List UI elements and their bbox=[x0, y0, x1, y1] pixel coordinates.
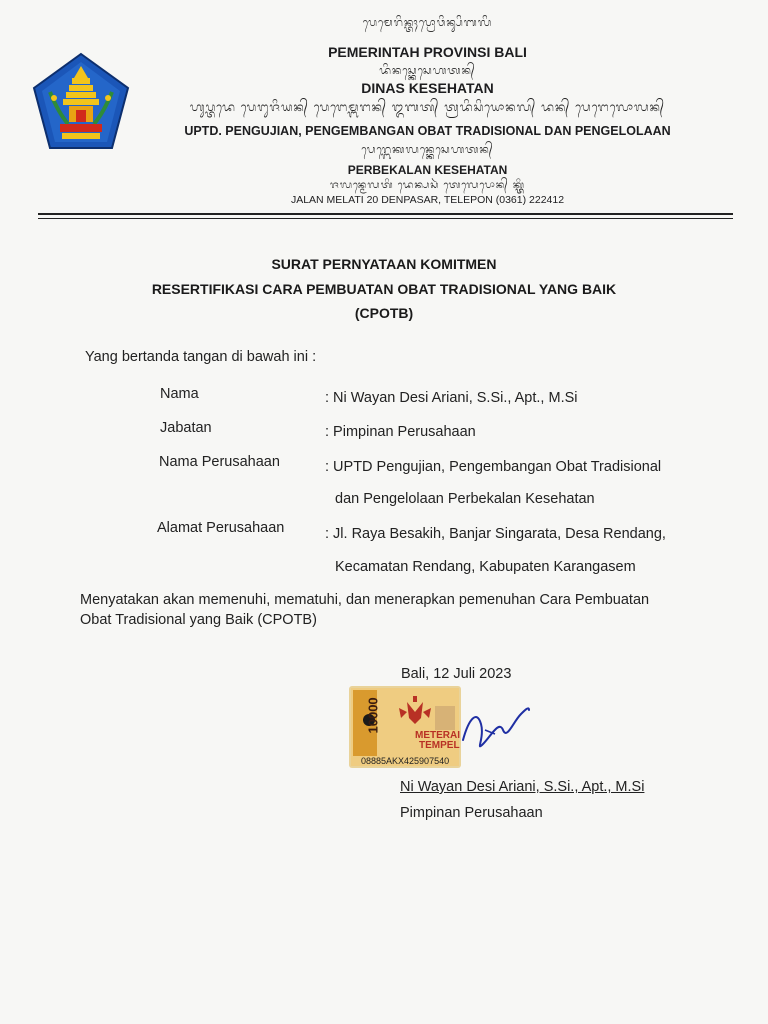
unit-name-2: PERBEKALAN KESEHATAN bbox=[347, 163, 508, 177]
field-value-nama: : Ni Wayan Desi Ariani, S.Si., Apt., M.Si bbox=[325, 390, 578, 406]
intro-text: Yang bertanda tangan di bawah ini : bbox=[85, 349, 317, 365]
meterai-value: 10000 bbox=[365, 697, 381, 734]
document-subtitle: RESERTIFIKASI CARA PEMBUATAN OBAT TRADISIONAL YANG BAIK bbox=[151, 281, 617, 297]
balinese-script-line: ᬧᬾᬫᬾᬭᬶᬦ᭄ᬢᬄᬧ᭄ᬭᭀᬯᬶᬦ᭄ᬲᬶᬩᬮᬶ bbox=[362, 16, 493, 29]
field-value-nama-perusahaan-cont: dan Pengelolaan Perbekalan Kesehatan bbox=[335, 491, 595, 507]
balinese-script-line: ᬤᬶᬦᬲ᭄ᬓᬾᬲᬾᬳᬢᬦ᭄ bbox=[379, 64, 476, 77]
department-name: DINAS KESEHATAN bbox=[361, 80, 494, 96]
balinese-script-line: ᬚᬮᬦ᭄ᬫᬾᬮᬢᬶ ᬤᬾᬦ᭄ᬧᬲᬃ ᬢᬾᬮᬾᬧᭀᬦ᭄ ᬓ᭄ᬢ᭄ᬢᬶ bbox=[329, 180, 526, 191]
balinese-script-line: ᬳᬸᬧ᭄ᬢᬤᬾ ᬧᬾᬗᬸᬚᬶᬬᬦ᭄ ᬧᬾᬗᬾᬫ᭄ᬩᬗᬦ᭄ ᬑᬩᬢ᭄ ᬢ᭄ᬭᬤᬶᬲᬶᬬᭀᬦᬮ᭄ ᬤᬦ᭄ ᬧᬾᬗᬾᬮᭀᬮᬦ᭄ bbox=[189, 100, 666, 114]
bali-province-logo bbox=[32, 52, 130, 180]
field-value-jabatan: : Pimpinan Perusahaan bbox=[325, 424, 476, 440]
field-label-nama-perusahaan: Nama Perusahaan bbox=[159, 454, 280, 470]
letterhead-rule-thick bbox=[38, 213, 733, 215]
meterai-stamp bbox=[349, 686, 461, 768]
field-value-alamat-cont: Kecamatan Rendang, Kabupaten Karangasem bbox=[335, 559, 636, 575]
unit-name: UPTD. PENGUJIAN, PENGEMBANGAN OBAT TRADISIONAL DAN PENGELOLAAN bbox=[184, 124, 671, 138]
meterai-label-2: TEMPEL bbox=[419, 740, 460, 751]
statement-line-2: Obat Tradisional yang Baik (CPOTB) bbox=[80, 612, 317, 628]
statement-line-1: Menyatakan akan memenuhi, mematuhi, dan menerapkan pemenuhan Cara Pembuatan bbox=[80, 592, 650, 608]
meterai-serial: 08885AKX425907540 bbox=[361, 756, 450, 766]
signer-name: Ni Wayan Desi Ariani, S.Si., Apt., M.Si bbox=[400, 779, 645, 795]
meterai-label: METERAI bbox=[415, 730, 460, 741]
province-name: PEMERINTAH PROVINSI BALI bbox=[328, 44, 527, 60]
document-subtitle-abbr: (CPOTB) bbox=[354, 305, 414, 321]
signature-scribble bbox=[455, 700, 535, 760]
field-value-alamat: : Jl. Raya Besakih, Banjar Singarata, Desa Rendang, bbox=[325, 526, 666, 542]
field-label-alamat: Alamat Perusahaan bbox=[157, 520, 285, 536]
letterhead-address: JALAN MELATI 20 DENPASAR, TELEPON (0361) 222412 bbox=[290, 194, 565, 206]
balinese-script-line: ᬧᬾᬭ᭄ᬩᬾᬓᬮᬦ᭄ᬓᬾᬲᬾᬳᬢᬦ᭄ bbox=[361, 143, 494, 156]
field-label-nama: Nama bbox=[160, 386, 199, 402]
field-value-nama-perusahaan: : UPTD Pengujian, Pengembangan Obat Tradisional bbox=[325, 459, 662, 475]
signer-title: Pimpinan Perusahaan bbox=[400, 805, 543, 821]
letterhead-rule-thin bbox=[38, 218, 733, 219]
field-label-jabatan: Jabatan bbox=[160, 420, 212, 436]
document-title: SURAT PERNYATAAN KOMITMEN bbox=[271, 256, 497, 272]
place-date: Bali, 12 Juli 2023 bbox=[401, 666, 512, 682]
